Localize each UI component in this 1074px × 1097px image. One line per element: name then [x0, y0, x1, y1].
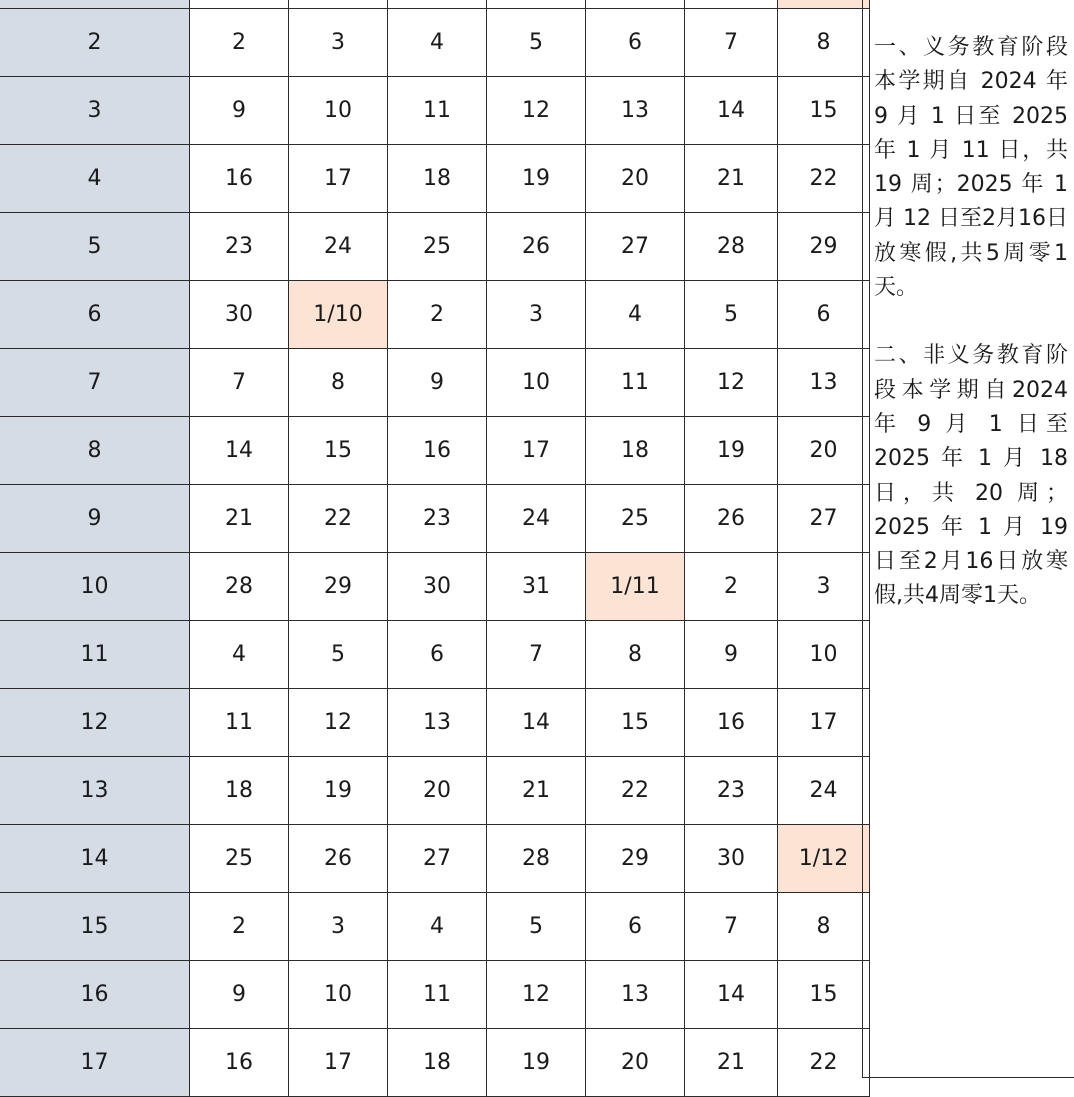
date-cell: 4: [190, 621, 289, 689]
date-cell: 2: [190, 9, 289, 77]
date-cell: 13: [778, 349, 870, 417]
date-cell: 6: [586, 9, 685, 77]
date-cell: 23: [190, 213, 289, 281]
date-cell: 21: [190, 485, 289, 553]
date-cell: 20: [388, 757, 487, 825]
non-compulsory-education-note: 二、非义务教育阶段本学期自2024 年 9 月 1 日至 2025 年 1 月 18 日，共 20 周；2025 年 1 月 19 日至2月16日放寒假,共4周零1天。: [874, 343, 1068, 609]
date-cell: 5: [685, 281, 778, 349]
week-row: [0, 961, 870, 1029]
date-cell: 18: [586, 417, 685, 485]
date-cell: 13: [586, 961, 685, 1029]
week-row: [0, 893, 870, 961]
date-cell: 2: [685, 553, 778, 621]
date-cell: 22: [778, 1029, 870, 1097]
month-start-date-cell: 1/11: [586, 553, 685, 621]
week-number-cell: 16: [0, 961, 190, 1029]
date-cell: 12: [685, 349, 778, 417]
date-cell: 28: [190, 553, 289, 621]
week-number-cell: 9: [0, 485, 190, 553]
date-cell: 10: [289, 77, 388, 145]
date-cell: 28: [685, 213, 778, 281]
date-cell: [685, 0, 778, 9]
date-cell: 12: [487, 77, 586, 145]
week-row: [0, 621, 870, 689]
week-row: [0, 213, 870, 281]
date-cell: 16: [388, 417, 487, 485]
date-cell: 11: [190, 689, 289, 757]
week-number-cell: 13: [0, 757, 190, 825]
date-cell: 22: [778, 145, 870, 213]
date-cell: 6: [778, 281, 870, 349]
week-number-cell: 3: [0, 77, 190, 145]
date-cell: [487, 0, 586, 9]
date-cell: 7: [190, 349, 289, 417]
date-cell: 19: [289, 757, 388, 825]
week-row: [0, 689, 870, 757]
date-cell: 25: [388, 213, 487, 281]
date-cell: 20: [586, 1029, 685, 1097]
date-cell: 27: [586, 213, 685, 281]
week-row: [0, 145, 870, 213]
week-number-cell: 17: [0, 1029, 190, 1097]
date-cell: 28: [487, 825, 586, 893]
date-cell: 9: [388, 349, 487, 417]
date-cell: 18: [388, 1029, 487, 1097]
date-cell: 4: [388, 893, 487, 961]
date-cell: 11: [388, 961, 487, 1029]
date-cell: 14: [685, 961, 778, 1029]
date-cell: 15: [289, 417, 388, 485]
date-cell: 24: [289, 213, 388, 281]
date-cell: 18: [190, 757, 289, 825]
date-cell: 7: [487, 621, 586, 689]
date-cell: 8: [778, 9, 870, 77]
week-number-cell: 14: [0, 825, 190, 893]
date-cell: 17: [778, 689, 870, 757]
date-cell: 13: [586, 77, 685, 145]
date-cell: 7: [685, 893, 778, 961]
date-cell: 16: [190, 145, 289, 213]
date-cell: 15: [778, 961, 870, 1029]
week-row: [0, 553, 870, 621]
date-cell: 23: [685, 757, 778, 825]
date-cell: 30: [388, 553, 487, 621]
date-cell: 8: [289, 349, 388, 417]
date-cell: 14: [685, 77, 778, 145]
semester-notes: [862, 0, 1074, 1078]
date-cell: 30: [685, 825, 778, 893]
date-cell: 16: [685, 689, 778, 757]
date-cell: 4: [388, 9, 487, 77]
month-start-date-cell: 1/10: [289, 281, 388, 349]
date-cell: 31: [487, 553, 586, 621]
date-cell: 13: [388, 689, 487, 757]
date-cell: 29: [778, 213, 870, 281]
date-cell: 10: [778, 621, 870, 689]
date-cell: 25: [190, 825, 289, 893]
week-row: [0, 485, 870, 553]
month-start-date-cell: 1/12: [778, 825, 870, 893]
date-cell: 12: [289, 689, 388, 757]
month-start-date-cell: [778, 0, 870, 9]
date-cell: 2: [190, 893, 289, 961]
date-cell: 9: [190, 77, 289, 145]
week-row: [0, 77, 870, 145]
date-cell: 26: [685, 485, 778, 553]
week-number-cell: 7: [0, 349, 190, 417]
date-cell: 11: [388, 77, 487, 145]
date-cell: 3: [289, 9, 388, 77]
date-cell: 20: [586, 145, 685, 213]
compulsory-education-note: 一、义务教育阶段本学期自 2024 年 9 月 1 日至 2025 年 1 月 11 日，共 19 周；2025 年 1 月 12 日至2月16日放寒假,共5周零1天。: [874, 35, 1068, 301]
week-row: [0, 417, 870, 485]
date-cell: 2: [388, 281, 487, 349]
date-cell: 18: [388, 145, 487, 213]
date-cell: 17: [487, 417, 586, 485]
date-cell: 15: [586, 689, 685, 757]
date-cell: [388, 0, 487, 9]
date-cell: [190, 0, 289, 9]
week-row: [0, 9, 870, 77]
date-cell: 12: [487, 961, 586, 1029]
date-cell: 21: [487, 757, 586, 825]
date-cell: 14: [487, 689, 586, 757]
date-cell: 10: [487, 349, 586, 417]
date-cell: 21: [685, 145, 778, 213]
date-cell: 21: [685, 1029, 778, 1097]
date-cell: 22: [586, 757, 685, 825]
date-cell: 30: [190, 281, 289, 349]
week-number-cell: 8: [0, 417, 190, 485]
date-cell: 29: [586, 825, 685, 893]
date-cell: 19: [487, 1029, 586, 1097]
date-cell: 24: [778, 757, 870, 825]
date-cell: 19: [685, 417, 778, 485]
week-row: [0, 757, 870, 825]
date-cell: 11: [586, 349, 685, 417]
date-cell: 17: [289, 1029, 388, 1097]
date-cell: 5: [289, 621, 388, 689]
date-cell: 9: [685, 621, 778, 689]
week-row: [0, 0, 870, 9]
week-number-cell: [0, 0, 190, 9]
week-number-cell: 5: [0, 213, 190, 281]
date-cell: 3: [289, 893, 388, 961]
date-cell: 10: [289, 961, 388, 1029]
week-row: [0, 281, 870, 349]
date-cell: 5: [487, 9, 586, 77]
week-number-cell: 10: [0, 553, 190, 621]
date-cell: 6: [586, 893, 685, 961]
week-number-cell: 12: [0, 689, 190, 757]
date-cell: [289, 0, 388, 9]
date-cell: 5: [487, 893, 586, 961]
date-cell: 6: [388, 621, 487, 689]
date-cell: 27: [778, 485, 870, 553]
date-cell: 26: [289, 825, 388, 893]
week-number-cell: 6: [0, 281, 190, 349]
date-cell: 27: [388, 825, 487, 893]
date-cell: 9: [190, 961, 289, 1029]
date-cell: 22: [289, 485, 388, 553]
week-number-cell: 4: [0, 145, 190, 213]
week-number-cell: 11: [0, 621, 190, 689]
date-cell: 29: [289, 553, 388, 621]
date-cell: 8: [586, 621, 685, 689]
date-cell: 23: [388, 485, 487, 553]
date-cell: 26: [487, 213, 586, 281]
date-cell: 3: [778, 553, 870, 621]
date-cell: 14: [190, 417, 289, 485]
week-row: [0, 349, 870, 417]
week-row: [0, 1029, 870, 1097]
week-number-cell: 15: [0, 893, 190, 961]
date-cell: 24: [487, 485, 586, 553]
date-cell: 4: [586, 281, 685, 349]
week-row: [0, 825, 870, 893]
date-cell: 25: [586, 485, 685, 553]
date-cell: 20: [778, 417, 870, 485]
date-cell: 7: [685, 9, 778, 77]
date-cell: 16: [190, 1029, 289, 1097]
date-cell: 3: [487, 281, 586, 349]
week-number-cell: 2: [0, 9, 190, 77]
date-cell: 15: [778, 77, 870, 145]
date-cell: 17: [289, 145, 388, 213]
date-cell: 19: [487, 145, 586, 213]
date-cell: 8: [778, 893, 870, 961]
date-cell: [586, 0, 685, 9]
